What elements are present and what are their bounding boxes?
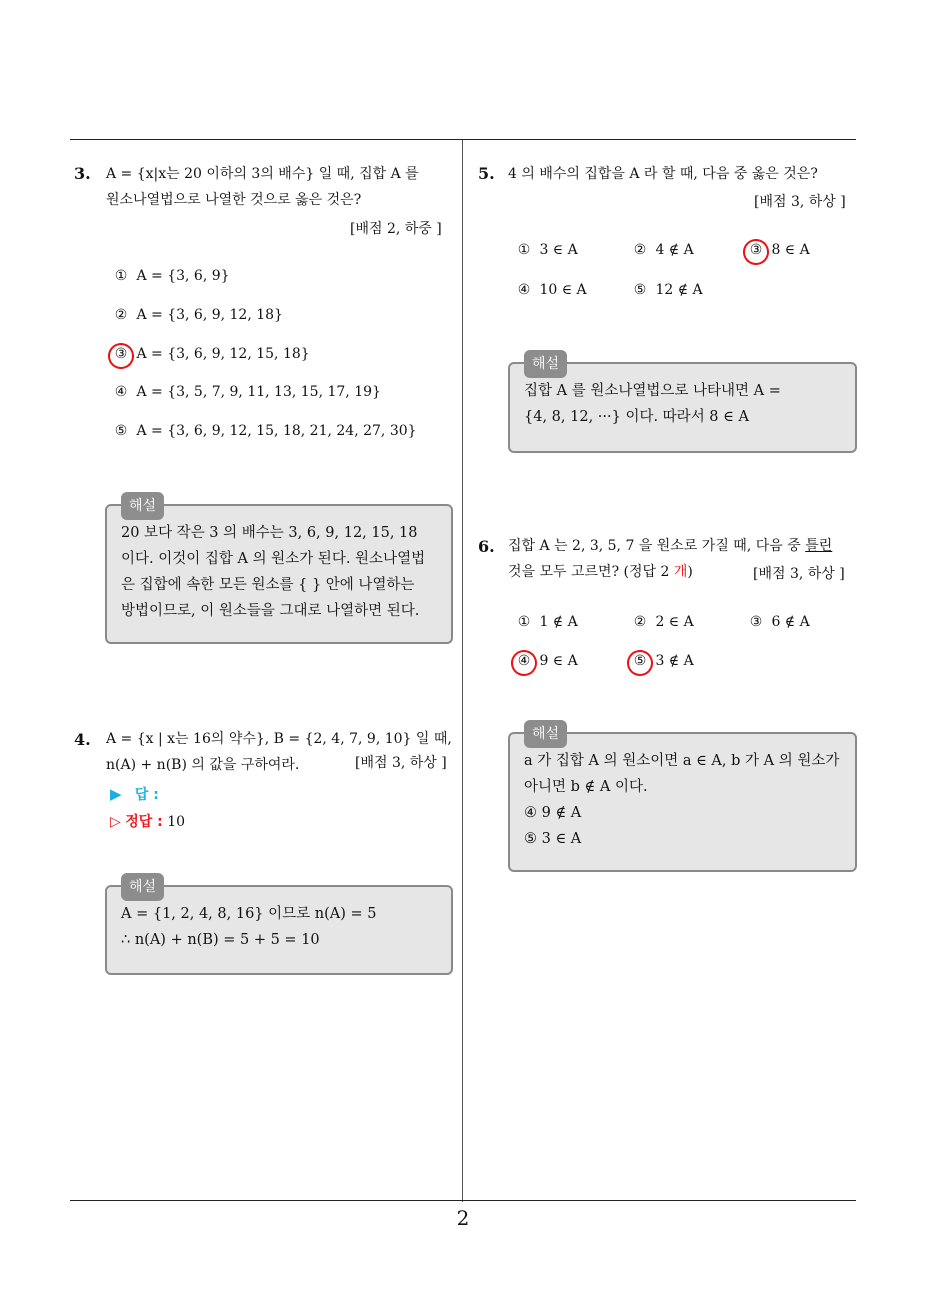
correct-answer-value: 10 <box>167 814 186 830</box>
emphasis-underline: 틀린 <box>805 538 833 554</box>
explanation-line: a 가 집합 A 의 원소이면 a ∈ A, b 가 A 의 원소가 <box>524 753 840 769</box>
bottom-rule <box>70 1200 856 1201</box>
score-label: [배점 3, 하상 ] <box>754 194 846 210</box>
explanation-line: ∴ n(A) + n(B) = 5 + 5 = 10 <box>121 932 320 948</box>
question-text-line1: 4 의 배수의 집합을 A 라 할 때, 다음 중 옳은 것은? <box>508 166 818 182</box>
explanation-tag: 해설 <box>524 720 567 748</box>
question-text-line1: A = {x|x는 20 이하의 3의 배수} 일 때, 집합 A 를 <box>106 166 419 182</box>
option-text: A = {3, 5, 7, 9, 11, 13, 15, 17, 19} <box>136 384 381 400</box>
option-text: 9 ∈ A <box>539 653 578 669</box>
option-number: ④ <box>517 282 531 298</box>
option-text: 4 ∉ A <box>655 242 694 258</box>
option-number: ③ <box>749 614 763 630</box>
option-number: ⑤ <box>114 423 128 439</box>
explanation-box <box>105 879 453 975</box>
explanation-line: 20 보다 작은 3 의 배수는 3, 6, 9, 12, 15, 18 <box>121 525 418 541</box>
question-text: ) <box>687 564 693 580</box>
question-text-line2 <box>508 559 693 585</box>
option-text: 10 ∈ A <box>539 282 587 298</box>
question-number: 6. <box>478 537 495 556</box>
option-number: ② <box>633 614 647 630</box>
option-text: 12 ∉ A <box>655 282 703 298</box>
option-text: 3 ∉ A <box>655 653 694 669</box>
option-2[interactable] <box>629 614 694 630</box>
score-label: [배점 3, 하상 ] <box>753 566 845 582</box>
explanation-box <box>508 726 857 872</box>
option-5[interactable] <box>629 282 703 298</box>
top-rule <box>70 139 856 140</box>
option-1[interactable] <box>513 614 578 630</box>
explanation-line: ⑤ 3 ∈ A <box>524 831 582 847</box>
column-divider <box>462 140 463 1202</box>
score-label: [배점 3, 하상 ] <box>355 755 447 771</box>
option-text: A = {3, 6, 9} <box>136 268 230 284</box>
option-3-selected[interactable] <box>110 346 310 362</box>
option-4[interactable] <box>513 282 587 298</box>
correct-answer-row <box>110 811 185 831</box>
option-number-circled: ④ <box>513 653 535 669</box>
explanation-box <box>105 498 453 644</box>
option-number: ⑤ <box>633 282 647 298</box>
option-text: 6 ∉ A <box>771 614 810 630</box>
option-5[interactable] <box>110 423 417 439</box>
option-text: 2 ∈ A <box>655 614 694 630</box>
option-number: ① <box>517 242 531 258</box>
question-text-line1: A = {x | x는 16의 약수}, B = {2, 4, 7, 9, 10} 일 때, <box>106 731 452 747</box>
option-2[interactable] <box>110 307 283 323</box>
explanation-line: 방법이므로, 이 원소들을 그대로 나열하면 된다. <box>121 603 420 619</box>
option-3[interactable] <box>745 614 810 630</box>
explanation-line: 아니면 b ∉ A 이다. <box>524 779 648 795</box>
explanation-box <box>508 356 857 453</box>
explanation-line: 집합 A 를 원소나열법으로 나타내면 A = <box>524 383 781 399</box>
option-number: ② <box>633 242 647 258</box>
answer-label: 답 : <box>134 787 159 803</box>
question-number: 4. <box>74 730 91 749</box>
question-text-line2: 원소나열법으로 나열한 것으로 옳은 것은? <box>106 192 362 208</box>
question-text: 집합 A 는 2, 3, 5, 7 을 원소로 가질 때, 다음 중 <box>508 538 806 554</box>
explanation-tag: 해설 <box>121 873 164 901</box>
option-number: ① <box>517 614 531 630</box>
triangle-outline-icon: ▷ <box>110 814 121 830</box>
option-text: 8 ∈ A <box>771 242 810 258</box>
play-arrow-icon: ▶ <box>110 785 122 803</box>
option-text: 3 ∈ A <box>539 242 578 258</box>
score-label: [배점 2, 하중 ] <box>350 221 442 237</box>
page-number: 2 <box>456 1206 470 1230</box>
option-number: ④ <box>114 384 128 400</box>
option-2[interactable] <box>629 242 694 258</box>
option-number-circled: ③ <box>745 242 767 258</box>
question-text: 것을 모두 고르면? (정답 2 <box>508 564 674 580</box>
option-number: ① <box>114 268 128 284</box>
explanation-line: 이다. 이것이 집합 A 의 원소가 된다. 원소나열법 <box>121 551 426 567</box>
option-text: A = {3, 6, 9, 12, 15, 18} <box>136 346 310 362</box>
count-emphasis: 개 <box>673 564 688 580</box>
explanation-line: ④ 9 ∉ A <box>524 805 582 821</box>
option-number-circled: ③ <box>110 346 132 362</box>
option-1[interactable] <box>513 242 578 258</box>
option-4[interactable] <box>110 384 381 400</box>
option-number-circled: ⑤ <box>629 653 651 669</box>
option-1[interactable] <box>110 268 230 284</box>
explanation-line: 은 집합에 속한 모든 원소를 { } 안에 나열하는 <box>121 577 415 593</box>
question-number: 5. <box>478 164 495 183</box>
question-number: 3. <box>74 164 91 183</box>
explanation-line: {4, 8, 12, ···} 이다. 따라서 8 ∈ A <box>524 409 749 425</box>
explanation-line: A = {1, 2, 4, 8, 16} 이므로 n(A) = 5 <box>121 906 377 922</box>
option-text: A = {3, 6, 9, 12, 15, 18, 21, 24, 27, 30} <box>136 423 417 439</box>
question-text-line2: n(A) + n(B) 의 값을 구하여라. <box>106 757 300 773</box>
option-text: A = {3, 6, 9, 12, 18} <box>136 307 283 323</box>
option-text: 1 ∉ A <box>539 614 578 630</box>
answer-row <box>110 784 159 804</box>
question-text-line1 <box>508 533 832 559</box>
option-4-selected[interactable] <box>513 653 578 669</box>
explanation-tag: 해설 <box>524 350 567 378</box>
explanation-tag: 해설 <box>121 492 164 520</box>
option-number: ② <box>114 307 128 323</box>
option-3-selected[interactable] <box>745 242 810 258</box>
option-5-selected[interactable] <box>629 653 694 669</box>
correct-answer-label: 정답 : <box>125 814 163 830</box>
